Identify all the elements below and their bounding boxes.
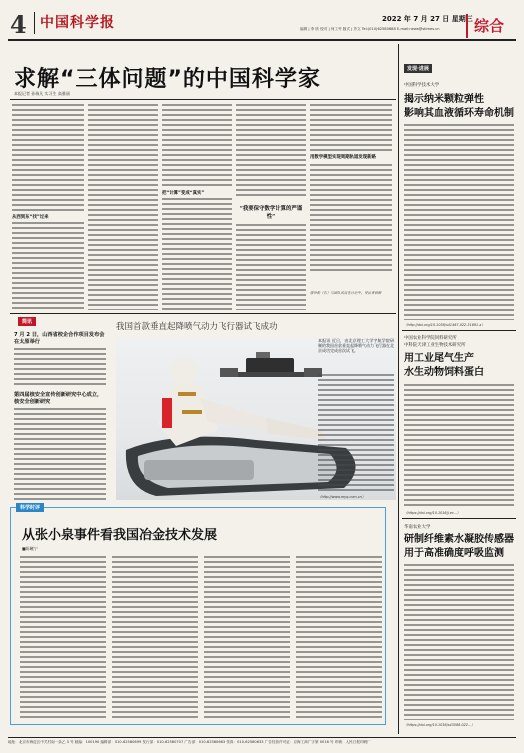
commentary-column-4 bbox=[296, 556, 382, 720]
lead-subhead-1: 从西到东“找”过来 bbox=[12, 215, 49, 220]
brief-tag: 简讯 bbox=[18, 317, 36, 326]
brief-item-1-title: 7 月 2 日，山西省校企合作项目发布会在太原举行 bbox=[14, 332, 105, 345]
page-number: 4 bbox=[10, 10, 27, 39]
sidebar-top-body bbox=[404, 124, 514, 320]
pilot-icon bbox=[158, 358, 326, 446]
sidebar-rule-2 bbox=[402, 518, 516, 519]
sidebar-top-kicker: 中国科学技术大学 bbox=[404, 83, 440, 88]
photo-story-caption: 本报讯 近日，由北京理工大学宇航学院研制的我国首款垂直起降喷气动力飞行器在北京成功完成首次试飞。 bbox=[318, 338, 394, 354]
lead-column-4-top bbox=[236, 104, 306, 198]
commentary-byline: ■陈曦宁 bbox=[22, 546, 38, 551]
lead-column-5-bottom bbox=[310, 164, 392, 274]
sidebar-rule-1 bbox=[402, 330, 516, 331]
section-label: 综合 bbox=[466, 14, 518, 38]
masthead-rule bbox=[8, 39, 516, 41]
issue-date: 2022 年 7 月 27 日 星期三 bbox=[382, 15, 473, 23]
photo-story-headline: 我国首款垂直起降喷气动力飞行器试飞成功 bbox=[116, 322, 278, 332]
commentary-headline: 从张小泉事件看我国冶金技术发展 bbox=[22, 528, 218, 543]
lead-rule bbox=[10, 99, 396, 100]
lead-byline: 本报记者 孙瑞凡 实习生 高雅丽 bbox=[14, 91, 70, 96]
photo-story-body bbox=[318, 374, 394, 494]
sidebar-divider bbox=[398, 44, 399, 734]
sidebar-bottom-kicker: 华南农业大学 bbox=[404, 525, 431, 530]
sidebar-bottom-body bbox=[404, 564, 514, 720]
sidebar-bottom-credit: （https://doi.org/10.1038/s43588-022...） bbox=[404, 723, 475, 727]
lead-column-3-bottom bbox=[162, 198, 232, 310]
page-footer: 地址：北京市海淀区中关村南一条乙 3 号 邮编：100190 编辑部：010-62580699 发行部：010-62580707 广告部：010-62580663 传真：010-62580633 广告经营许可证：京海工商广字第 0016 号 印刷：人民日报印刷厂 bbox=[8, 737, 516, 747]
sidebar-mid-body bbox=[404, 384, 514, 508]
drone-icon bbox=[220, 352, 322, 377]
lead-column-4-bottom bbox=[236, 224, 306, 310]
lead-subhead-2: 把“计算”变成“真实” bbox=[162, 191, 205, 196]
commentary-tag: 科学时评 bbox=[16, 503, 44, 512]
lead-column-1-top bbox=[12, 104, 84, 212]
commentary-column-1 bbox=[20, 556, 106, 720]
lead-column-5-top bbox=[310, 104, 392, 152]
staff-line: 编辑 | 李 欣 校对 | 何工劳 版式 | 芥文 Tel:(010)62580688 E-mail:news@stimes.cn bbox=[300, 27, 440, 31]
lead-subhead-3: 用数学模型实现周期轨道发现新路 bbox=[310, 155, 376, 160]
sidebar-tag: 发现·进展 bbox=[404, 64, 432, 73]
lead-column-2 bbox=[88, 104, 158, 310]
sidebar-mid-credit: （https://doi.org/10.1016/j.ec...） bbox=[404, 511, 461, 515]
sidebar-mid-kicker-1: 中国农业科学院饲料研究所 bbox=[404, 336, 457, 341]
photo-story-credit: （http://www.myq.com.cn） bbox=[318, 495, 366, 499]
lead-pull-quote: “我要保守数学计算的严谨性” bbox=[239, 206, 303, 220]
commentary-column-2 bbox=[112, 556, 198, 720]
commentary-column-3 bbox=[204, 556, 290, 720]
sidebar-top-title-1: 揭示纳米颗粒弹性 bbox=[404, 94, 484, 105]
masthead-separator bbox=[34, 12, 35, 34]
lead-column-3-top bbox=[162, 104, 232, 188]
newspaper-logo: 中国科学报 bbox=[40, 15, 115, 31]
sidebar-bottom-title-1: 研制纤维素水凝胶传感器 bbox=[404, 534, 514, 545]
brief-item-1-body bbox=[14, 348, 106, 388]
sidebar-mid-title-2: 水生动物饲料蛋白 bbox=[404, 367, 484, 378]
lead-column-1-bottom bbox=[12, 222, 84, 310]
brief-item-2-title: 第四届核安全宣传创新研究中心成立，核安全创新研究 bbox=[14, 392, 103, 405]
sidebar-mid-kicker-2: 中科院天津工业生物技术研究所 bbox=[404, 343, 466, 348]
lead-bottom-rule bbox=[10, 313, 396, 314]
sidebar-top-title-2: 影响其血液循环寿命机制 bbox=[404, 108, 514, 119]
lead-photo-credit: 廖世俊（右）与团队成员在讨论中。受访者供图 bbox=[310, 291, 382, 295]
sidebar-mid-title-1: 用工业尾气生产 bbox=[404, 353, 474, 364]
lead-headline: 求解“三体问题”的中国科学家 bbox=[14, 67, 321, 92]
brief-item-2-body bbox=[14, 408, 106, 500]
sidebar-bottom-title-2: 用于高准确度呼吸监测 bbox=[404, 548, 504, 559]
sidebar-top-credit: （http://doi.org/10.1038/s41467-022-31691-x） bbox=[404, 323, 485, 327]
